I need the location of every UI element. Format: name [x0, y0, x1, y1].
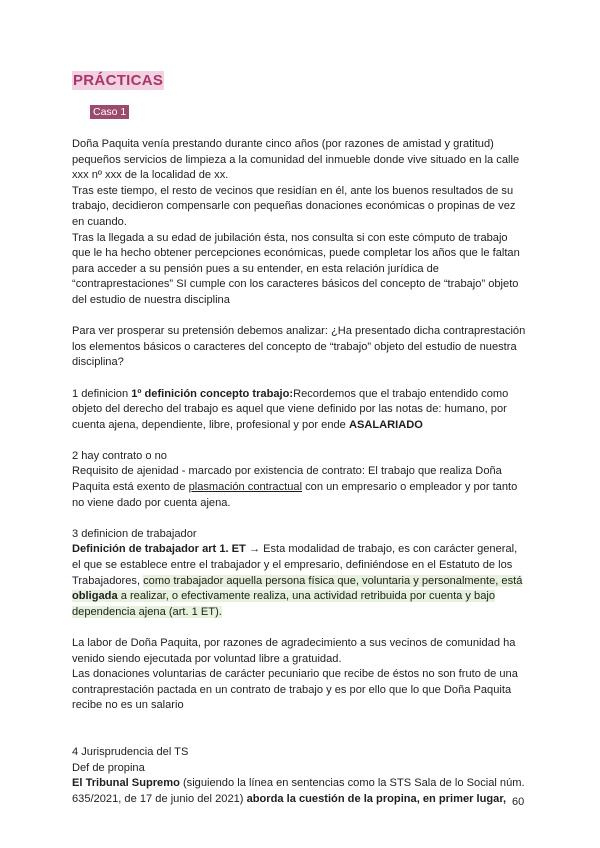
- case-label: Caso 1: [90, 105, 129, 119]
- paragraph-question: Para ver prosperar su pretensión debemos analizar: ¿Ha presentado dicha contraprestación los elementos básicos o caracteres del concepto de “trabajo” objeto del estudio de nuestra disciplina?: [72, 325, 526, 369]
- document-body: [72, 137, 538, 807]
- highlight: como trabajador aquella persona física que, voluntaria y personalmente, está: [143, 574, 523, 587]
- section-contrato: 2 hay contrato o no Requisito de ajenidad - marcado por existencia de contrato: El trabajo que realiza Doña Paquita está exento de plasmación contractual con un empresario o empleador y por tanto no viene dado por cuenta ajena.: [72, 449, 518, 509]
- section-heading: PRÁCTICAS: [73, 72, 164, 89]
- section-trabajador: 3 definicion de trabajador Definición de trabajador art 1. ET → Esta modalidad de trabajo, es con carácter general, el que se establece entre el trabajador y el empresario, definiéndose en el Estatuto de los Trabajadores, como trabajador aquella persona física que, voluntaria y personalmente, está obligada a realizar, o efectivamente realiza, una actividad retribuida por cuenta y bajo dependencia ajena (art. 1 ET).: [72, 527, 523, 618]
- highlight: obligada: [72, 590, 118, 603]
- paragraph-labor: La labor de Doña Paquita, por razones de agradecimiento a sus vecinos de comunidad ha venido siendo ejecutada por voluntad libre a gratuidad. Las donaciones voluntarias de carácter pecuniario que recibe de éstos no son fruto de una contraprestación pactada en un contrato de trabajo y es por ello que lo que Doña Paquita recibe no es un salario: [72, 637, 518, 712]
- section-jurisprudencia: 4 Jurisprudencia del TS Def de propina El Tribunal Supremo (siguiendo la línea en sentencias como la STS Sala de lo Social núm. 635/2021, de 17 de junio del 2021) aborda la cuestión de la propina, en primer lugar,: [72, 745, 525, 805]
- section-definicion: 1 definicion 1º definición concepto trabajo:Recordemos que el trabajo entendido como objeto del derecho del trabajo es aquel que viene definido por las notas de: humano, por cuenta ajena, dependiente, libre, profesional y por ende ASALARIADO: [72, 387, 509, 431]
- highlight: a realizar, o efectivamente realiza, una actividad retribuida por cuenta y bajo: [117, 590, 496, 603]
- paragraph-intro: Doña Paquita venía prestando durante cinco años (por razones de amistad y gratitud) pequeños servicios de limpieza a la comunidad del inmueble donde vive situado en la calle xxx nº xxx de la localidad de xx. Tras este tiempo, el resto de vecinos que residían en él, ante los buenos resultados de su trabajo, decidieron compensarle con pequeñas donaciones económicas o propinas de vez en cuando. Tras la llegada a su edad de jubilación ésta, nos consulta si con este cómputo de trabajo que le ha hecho obtener percepciones económicas, puede completar los años que le faltan para acceder a su pensión pues a su entender, en esta relación jurídica de “contraprestaciones” SI cumple con los caracteres básicos del concepto de “trabajo” objeto del estudio de nuestra disciplina: [72, 138, 520, 306]
- page-number: 60: [512, 796, 525, 808]
- highlight: dependencia ajena (art. 1 ET).: [72, 605, 222, 618]
